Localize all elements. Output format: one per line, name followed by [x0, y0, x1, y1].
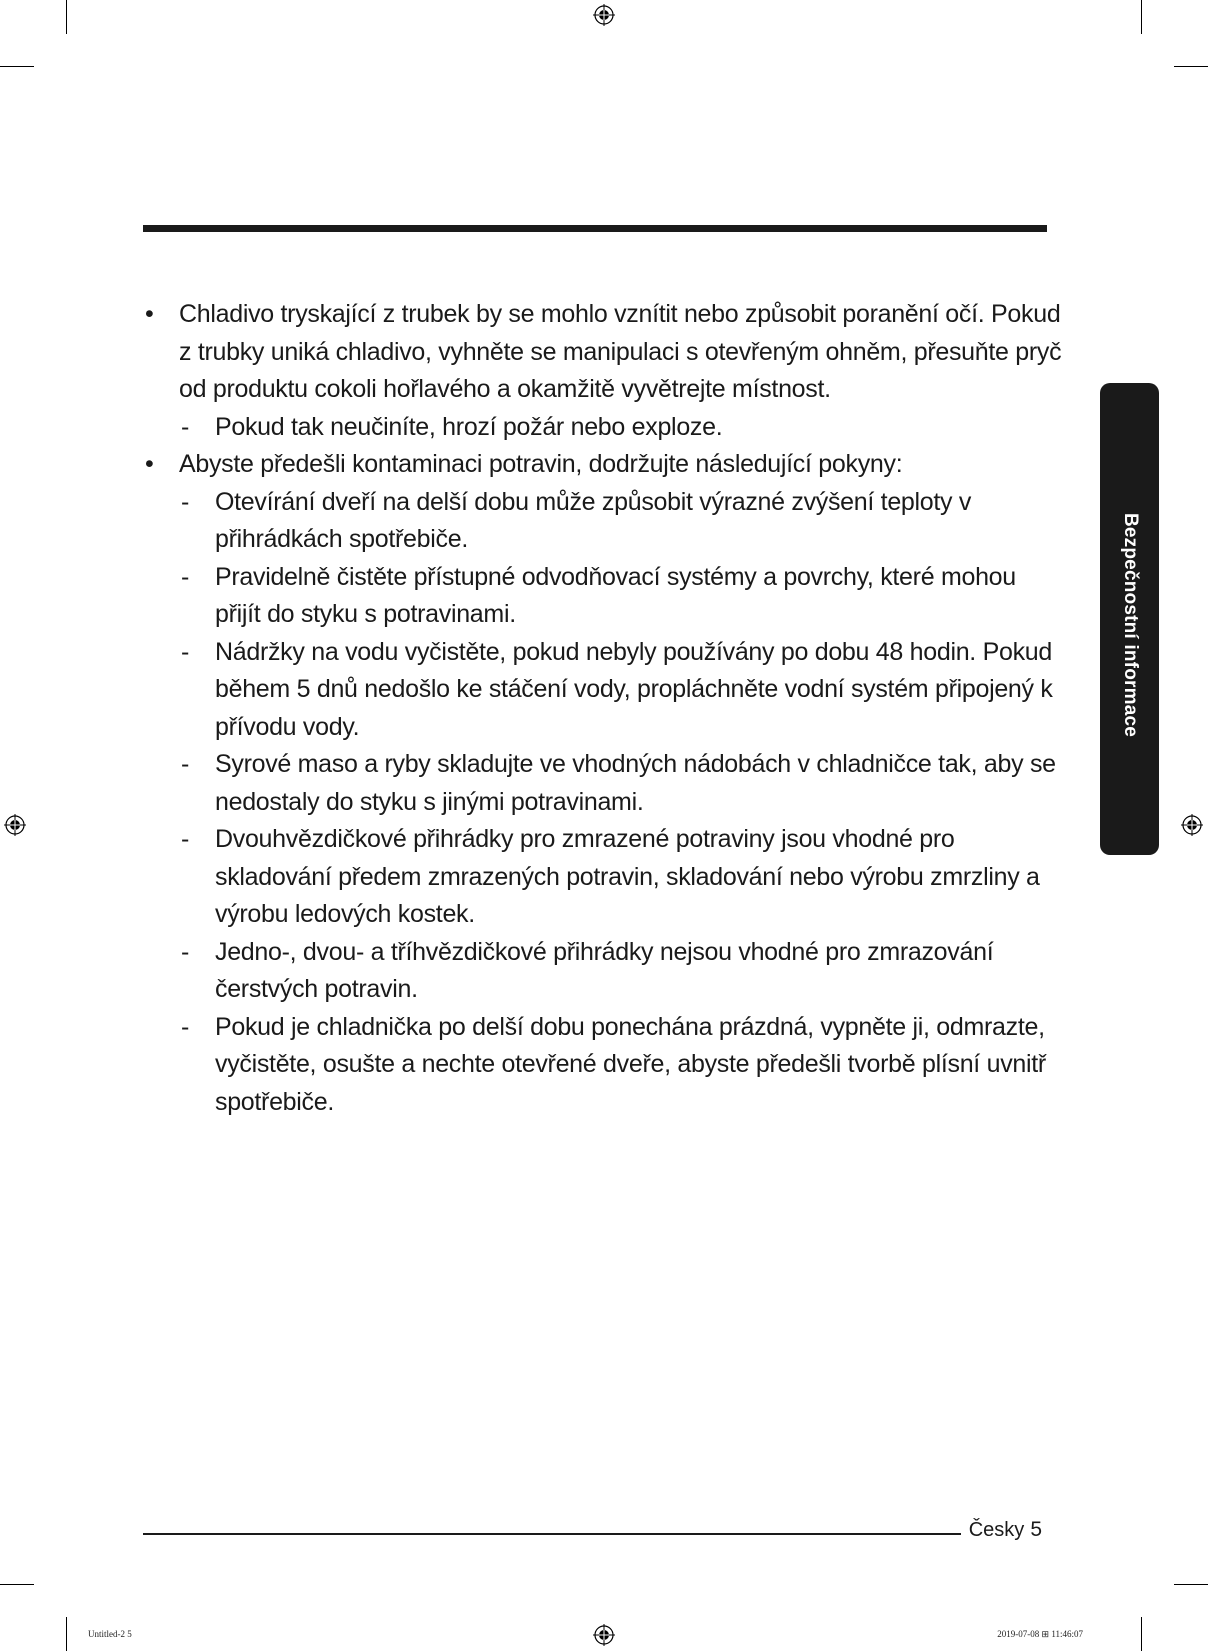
crop-mark: [66, 0, 67, 34]
dash-icon: -: [181, 487, 190, 516]
crop-mark: [1141, 1617, 1142, 1651]
section-side-tab-label: Bezpečnostní informace: [1120, 512, 1141, 738]
list-item: [143, 446, 1063, 484]
registration-mark-icon: [1181, 814, 1203, 836]
sub-list-item-text: Pokud je chladnička po delší dobu ponechána prázdná, vypněte ji, odmrazte, vyčistěte, osušte a nechte otevřené dveře, abyste předešli tvorbě plísní uvnitř spotřebiče.: [215, 1012, 1046, 1116]
sub-list-item-text: Jedno-, dvou- a tříhvězdičkové přihrádky nejsou vhodné pro zmrazování čerstvých potravin.: [215, 937, 994, 1003]
dash-icon: -: [181, 1012, 190, 1041]
header-rule: [143, 225, 1047, 232]
bullet-icon: •: [145, 300, 154, 328]
sub-list-item-text: Pravidelně čistěte přístupné odvodňovací systémy a povrchy, které mohou přijít do styku s potravinami.: [215, 562, 1016, 628]
dash-icon: -: [181, 412, 190, 441]
sub-list-item: [143, 821, 1063, 934]
registration-mark-icon: [593, 4, 615, 26]
sub-list-item: [143, 634, 1063, 747]
sub-list-item-text: Otevírání dveří na delší dobu může způsobit výrazné zvýšení teploty v přihrádkách spotřebiče.: [215, 487, 972, 553]
crop-mark: [1174, 66, 1208, 67]
dash-icon: -: [181, 562, 190, 591]
sub-list-item: [143, 746, 1063, 821]
sub-list-item: [143, 484, 1063, 559]
page-number: 5: [1030, 1518, 1042, 1541]
sub-list-item: [143, 934, 1063, 1009]
list-item-text: Abyste předešli kontaminaci potravin, dodržujte následující pokyny:: [179, 450, 903, 478]
dash-icon: -: [181, 750, 190, 778]
list-item: [143, 296, 1063, 409]
print-slug-left: Untitled-2 5: [88, 1629, 132, 1639]
footer-language: Česky: [968, 1519, 1025, 1541]
dash-icon: -: [181, 637, 190, 666]
sub-list-item: [143, 1009, 1063, 1122]
sub-list-item-text: Nádržky na vodu vyčistěte, pokud nebyly používány po dobu 48 hodin. Pokud během 5 dnů nedošlo ke stáčení vody, propláchněte vodní systém připojený k přívodu vody.: [215, 637, 1053, 741]
dash-icon: -: [181, 937, 190, 966]
registration-mark-icon: [593, 1624, 615, 1646]
dash-icon: -: [181, 825, 190, 853]
crop-mark: [66, 1617, 67, 1651]
crop-mark: [0, 1584, 34, 1585]
sub-list-item-text: Syrové maso a ryby skladujte ve vhodných nádobách v chladničce tak, aby se nedostaly do styku s jinými potravinami.: [215, 750, 1056, 816]
sub-list-item-text: Dvouhvězdičkové přihrádky pro zmrazené potraviny jsou vhodné pro skladování předem zmrazených potravin, skladování nebo výrobu zmrzliny a výrobu ledových kostek.: [215, 825, 1040, 928]
print-slug-right: 2019-07-08 ⊞ 11:46:07: [997, 1629, 1083, 1639]
page-footer: [969, 1518, 1042, 1542]
sub-list-item-text: Pokud tak neučiníte, hrozí požár nebo exploze.: [215, 412, 723, 441]
sub-list-item: [143, 409, 1063, 447]
footer-rule: [143, 1533, 961, 1535]
safety-instructions: [143, 296, 1063, 1121]
crop-mark: [1174, 1584, 1208, 1585]
bullet-icon: •: [145, 450, 154, 478]
sub-list-item: [143, 559, 1063, 634]
crop-mark: [1141, 0, 1142, 34]
list-item-text: Chladivo tryskající z trubek by se mohlo vznítit nebo způsobit poranění očí. Pokud z trubky uniká chladivo, vyhněte se manipulaci s otevřeným ohněm, přesuňte pryč od produktu cokoli hořlavého a okamžitě vyvětrejte místnost.: [179, 300, 1062, 403]
crop-mark: [0, 66, 34, 67]
registration-mark-icon: [4, 814, 26, 836]
